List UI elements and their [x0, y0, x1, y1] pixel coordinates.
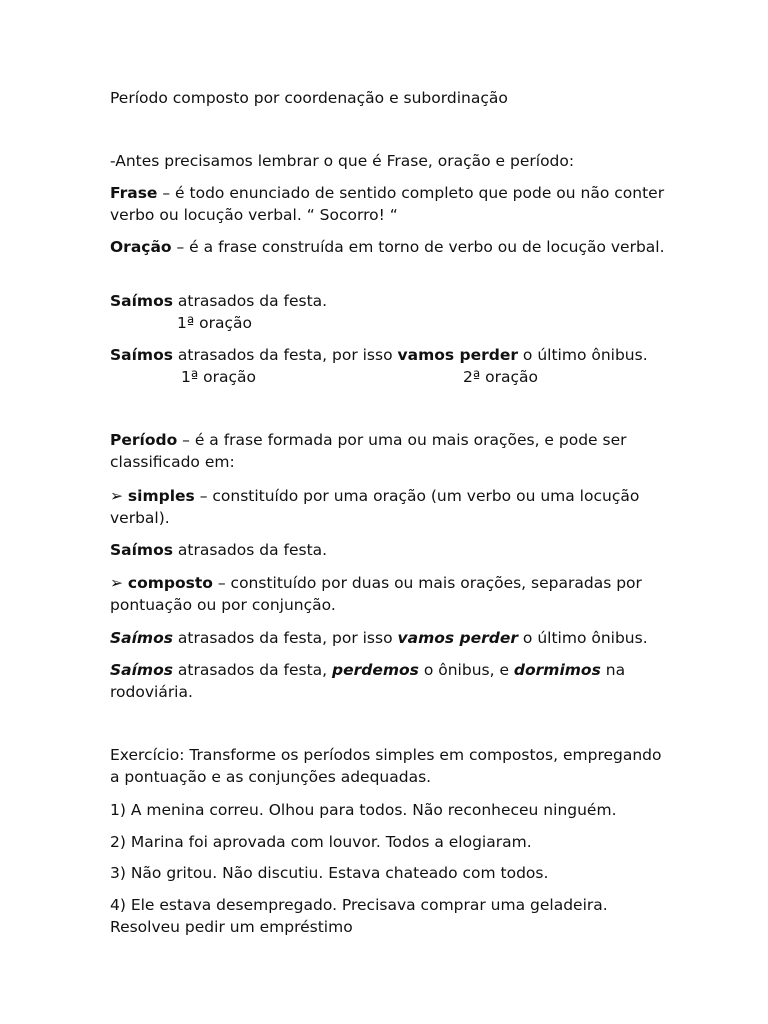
simples-example-rest: atrasados da festa.	[172, 541, 328, 559]
composto-ex1-text-1: atrasados da festa, por isso	[172, 629, 398, 647]
example-two	[110, 344, 670, 366]
exercise-item: 2) Marina foi aprovada com louvor. Todos a elogiaram.	[110, 833, 532, 851]
composto-example-2	[110, 659, 670, 703]
composto-term: composto	[127, 574, 213, 592]
example-two-end: o último ônibus.	[518, 346, 648, 364]
exercise-item: 4) Ele estava desempregado. Precisava comprar uma geladeira. Resolveu pedir um empréstimo	[110, 896, 608, 936]
composto-ex2-verb-2: perdemos	[332, 661, 419, 679]
simples-bullet-item	[110, 485, 670, 529]
composto-ex1-verb-2: vamos perder	[397, 629, 518, 647]
exercise-item: 3) Não gritou. Não discutiu. Estava chateado com todos.	[110, 864, 549, 882]
example-one-verb: Saímos	[110, 292, 173, 310]
exercise-instruction: Exercício: Transforme os períodos simples em compostos, empregando a pontuação e as conjunções adequadas.	[110, 746, 662, 786]
example-one-label: 1ª oração	[177, 314, 252, 332]
composto-ex2-text-3: na rodoviária.	[110, 661, 626, 701]
example-one-rest: atrasados da festa.	[172, 292, 328, 310]
composto-ex2-verb-3: dormimos	[513, 661, 601, 679]
composto-ex1-text-2: o último ônibus.	[518, 629, 648, 647]
example-two-label-2: 2ª oração	[463, 368, 538, 386]
periodo-term: Período	[110, 431, 178, 449]
example-two-mid: atrasados da festa, por isso	[172, 346, 398, 364]
composto-bullet-item	[110, 572, 670, 616]
composto-ex2-text-2: o ônibus, e	[418, 661, 514, 679]
oracao-term: Oração	[110, 238, 172, 256]
composto-text: – constituído por duas ou mais orações, separadas por pontuação ou por conjunção.	[110, 574, 642, 614]
periodo-definition	[110, 429, 670, 473]
oracao-definition	[110, 236, 670, 258]
example-two-verb-1: Saímos	[110, 346, 173, 364]
arrow-bullet-icon: ➢	[110, 574, 128, 592]
frase-text: – é todo enunciado de sentido completo que pode ou não conter verbo ou locução verbal. “ Socorro! “	[110, 184, 665, 224]
example-two-label-1: 1ª oração	[181, 368, 256, 386]
page-title: Período composto por coordenação e subordinação	[110, 89, 508, 107]
simples-term: simples	[127, 487, 195, 505]
frase-term: Frase	[110, 184, 158, 202]
composto-ex2-text-1: atrasados da festa,	[172, 661, 333, 679]
arrow-bullet-icon: ➢	[110, 487, 128, 505]
composto-ex1-verb-1: Saímos	[110, 629, 173, 647]
oracao-text: – é a frase construída em torno de verbo ou de locução verbal.	[171, 238, 665, 256]
simples-example	[110, 539, 670, 561]
simples-example-verb: Saímos	[110, 541, 173, 559]
example-two-verb-2: vamos perder	[397, 346, 518, 364]
periodo-text: – é a frase formada por uma ou mais orações, e pode ser classificado em:	[110, 431, 627, 471]
example-one	[110, 290, 670, 312]
composto-example-1	[110, 627, 670, 649]
composto-ex2-verb-1: Saímos	[110, 661, 173, 679]
exercise-item: 1) A menina correu. Olhou para todos. Não reconheceu ninguém.	[110, 801, 617, 819]
simples-text: – constituído por uma oração (um verbo ou uma locução verbal).	[110, 487, 640, 527]
frase-definition	[110, 182, 670, 226]
intro-text: -Antes precisamos lembrar o que é Frase, oração e período:	[110, 152, 575, 170]
